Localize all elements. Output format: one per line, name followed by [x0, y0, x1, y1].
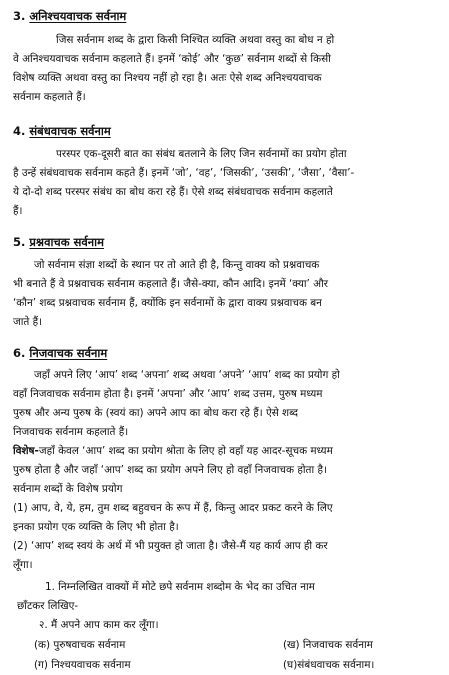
paragraph-line: जहाँ अपने लिए ‘आप’ शब्द ‘अपना’ शब्द अथवा ‘अपने’ ‘आप’ शब्द का प्रयोग हो	[34, 369, 340, 381]
paragraph-line: जाते हैं।	[13, 316, 43, 328]
note-label: विशेष-	[13, 445, 39, 457]
usage-point-line: (1) आप, वे, ये, हम, तुम शब्द बहुवचन के रूप में हैं, किन्तु आदर प्रकट करने के लिए	[13, 502, 333, 514]
section-number: 3.	[13, 9, 26, 23]
section-5-heading	[13, 235, 104, 250]
paragraph-line: वे अनिश्चयवाचक सर्वनाम कहलाते हैं। इनमें ‘कोई’ और ‘कुछ’ सर्वनाम शब्दों से किसी	[13, 53, 331, 65]
section-number: 4.	[13, 124, 26, 138]
section-number: 5.	[13, 235, 26, 249]
note-line	[13, 444, 333, 458]
paragraph-line: भी बनाते हैं वे प्रश्नवाचक सर्वनाम कहलाते हैं। जैसे-क्या, कौन आदि। इनमें ‘क्या’ और	[13, 278, 329, 290]
exercise-question: 1. निम्नलिखित वाक्यों में मोटे छपे सर्वनाम शब्दोम के भेद का उचित नाम	[45, 581, 315, 593]
usage-point-line: इनका प्रयोग एक व्यक्ति के लिए भी होता है।	[13, 521, 179, 533]
usage-heading: सर्वनाम शब्दों के विशेष प्रयोग	[13, 483, 123, 495]
paragraph-line: हैं।	[13, 205, 23, 217]
paragraph-line: जिस सर्वनाम शब्द के द्वारा किसी निश्चित व्यक्ति अथवा वस्तु का बोध न हो	[56, 34, 335, 46]
usage-point-line: (2) ‘आप’ शब्द स्वयं के अर्थ में भी प्रयुक्त हो जाता है। जैसे-मैं यह कार्य आप ही कर	[13, 540, 328, 552]
section-number: 6.	[13, 346, 26, 360]
option-kha: (ख) निजवाचक सर्वनाम	[283, 639, 373, 651]
paragraph-line: परस्पर एक-दूसरी बात का संबंध बतलाने के लिए जिन सर्वनामों का प्रयोग होता	[56, 148, 347, 160]
exercise-question: छाँटकर लिखिए-	[17, 600, 79, 612]
paragraph-line: पुरुष और अन्य पुरुष के (स्वयं का) अपने आप का बोध करा रहे हैं। ऐसे शब्द	[13, 407, 299, 419]
section-title: अनिश्चयवाचक सर्वनाम	[29, 9, 127, 23]
section-title: संबंधवाचक सर्वनाम	[29, 124, 111, 138]
paragraph-line: जो सर्वनाम संज्ञा शब्दों के स्थान पर तो आते ही है, किन्तु वाक्य को प्रश्नवाचक	[34, 259, 320, 271]
usage-point-line: लूँगा।	[13, 559, 33, 571]
paragraph-line: ये दो-दो शब्द परस्पर संबंध का बोध करा रहे हैं। ऐसे शब्द संबंधवाचक सर्वनाम कहलाते	[13, 186, 333, 198]
section-6-heading	[13, 346, 107, 361]
option-ga: (ग) निश्चयवाचक सर्वनाम	[34, 659, 131, 671]
option-gha: (घ)संबंधवाचक सर्वनाम।	[283, 659, 375, 671]
note-line: पुरुष होता है और जहाँ ‘आप’ शब्द का प्रयोग अपने लिए हो वहाँ निजवाचक होता है।	[13, 464, 327, 476]
note-text: जहाँ केवल ‘आप’ शब्द का प्रयोग श्रोता के लिए हो वहाँ यह आदर-सूचक मध्यम	[38, 445, 333, 457]
paragraph-line: निजवाचक सर्वनाम कहलाते हैं।	[13, 426, 129, 438]
section-title: प्रश्नवाचक सर्वनाम	[29, 235, 104, 249]
paragraph-line: ‘कौन’ शब्द प्रश्नवाचक सर्वनाम हैं, क्योंकि इन सर्वनामों के द्वारा वाक्य प्रश्नवाचक बन	[13, 297, 322, 309]
paragraph-line: वहाँ निजवाचक सर्वनाम होता है। इनमें ‘अपना’ और ‘आप’ शब्द उत्तम, पुरुष मध्यम	[13, 388, 323, 400]
exercise-sentence: २. मैं अपने आप काम कर लूँगा।	[39, 619, 159, 631]
paragraph-line: है उन्हें संबंधवाचक सर्वनाम कहते हैं। इनमें ‘जो’, ‘वह’, ‘जिसकी’, ‘उसकी’, ‘जैसा’, ‘वैसा’-	[13, 167, 355, 179]
section-3-heading	[13, 9, 126, 24]
paragraph-line: विशेष व्यक्ति अथवा वस्तु का निश्चय नहीं हो रहा है। अतः ऐसे शब्द अनिश्चयवाचक	[13, 72, 322, 84]
option-ka: (क) पुरुषवाचक सर्वनाम	[34, 639, 126, 651]
paragraph-line: सर्वनाम कहलाते हैं।	[13, 91, 86, 103]
section-4-heading	[13, 124, 111, 139]
section-title: निजवाचक सर्वनाम	[29, 346, 108, 360]
